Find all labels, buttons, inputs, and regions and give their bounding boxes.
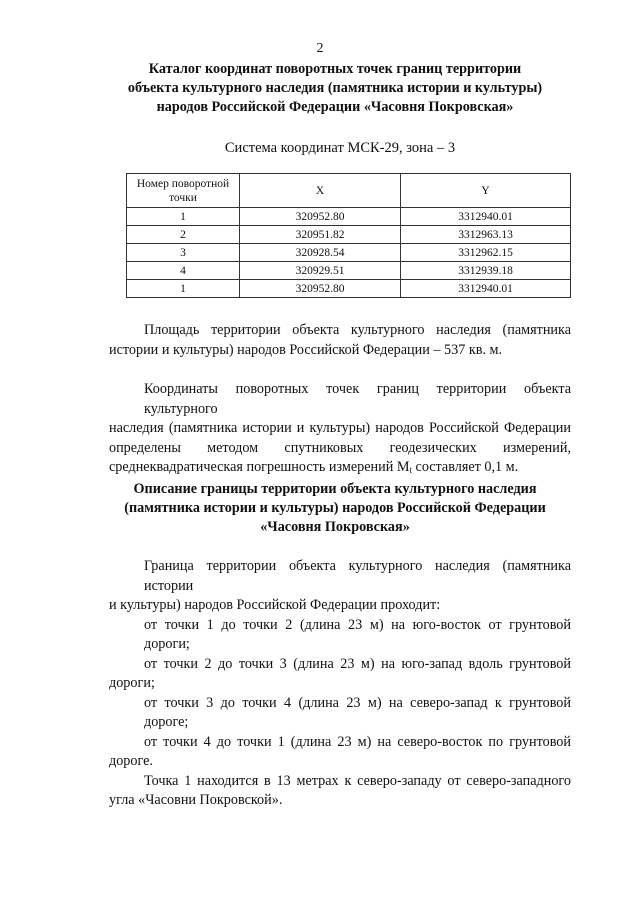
catalog-title (100, 60, 570, 117)
paragraph-line: Граница территории объекта культурного наследия (памятника истории (144, 558, 571, 594)
cell-y: 3312939.18 (401, 262, 571, 280)
paragraph-line: Площадь территории объекта культурного наследия (памятника (144, 322, 571, 338)
catalog-title-line: народов Российской Федерации «Часовня Покровская» (156, 99, 514, 115)
description-title-line: (памятника истории и культуры) народов Российской Федерации (124, 500, 546, 516)
header-x: X (240, 174, 401, 208)
paragraph-line: от точки 3 до точки 4 (длина 23 м) на северо-запад к грунтовой дороге; (144, 694, 571, 730)
table-row (127, 262, 571, 280)
cell-point: 4 (127, 262, 240, 280)
table-row (127, 226, 571, 244)
paragraph-line: Координаты поворотных точек границ территории объекта культурного (144, 381, 571, 417)
table-row (127, 280, 571, 298)
paragraph-line: дороги; (109, 675, 155, 691)
cell-x: 320952.80 (240, 280, 401, 298)
paragraph-line: дороге. (109, 753, 153, 769)
accuracy-paragraph (109, 380, 571, 481)
table-row (127, 208, 571, 226)
accuracy-subscript: t (409, 465, 412, 475)
boundary-description (109, 557, 571, 811)
accuracy-text-end: составляет 0,1 м. (411, 459, 519, 475)
cell-y: 3312940.01 (401, 208, 571, 226)
table-row (127, 244, 571, 262)
cell-x: 320952.80 (240, 208, 401, 226)
description-title-line: Описание границы территории объекта культурного наследия (133, 481, 537, 497)
cell-y: 3312963.13 (401, 226, 571, 244)
cell-point: 2 (127, 226, 240, 244)
paragraph-line (109, 458, 571, 481)
cell-point: 1 (127, 280, 240, 298)
header-point-number: Номер поворотной точки (127, 174, 240, 208)
cell-x: 320929.51 (240, 262, 401, 280)
cell-x: 320928.54 (240, 244, 401, 262)
coordinate-system-label: Система координат МСК-29, зона – 3 (224, 140, 456, 156)
accuracy-text: среднеквадратическая погрешность измерений M (109, 459, 410, 475)
paragraph-line: от точки 4 до точки 1 (длина 23 м) на северо-восток по грунтовой (144, 733, 571, 750)
description-title-line: «Часовня Покровская» (260, 519, 410, 535)
cell-x: 320951.82 (240, 226, 401, 244)
paragraph-line: Точка 1 находится в 13 метрах к северо-западу от северо-западного (144, 772, 571, 789)
paragraph-line: истории и культуры) народов Российской Федерации – 537 кв. м. (109, 341, 503, 358)
area-paragraph (109, 321, 571, 360)
paragraph-line: от точки 2 до точки 3 (длина 23 м) на юго-запад вдоль грунтовой (144, 655, 571, 672)
paragraph-line: и культуры) народов Российской Федерации проходит: (109, 597, 441, 613)
header-y: Y (401, 174, 571, 208)
paragraph-line: от точки 1 до точки 2 (длина 23 м) на юго-восток от грунтовой дороги; (144, 616, 571, 652)
paragraph-line: угла «Часовни Покровской». (109, 792, 283, 808)
cell-y: 3312940.01 (401, 280, 571, 298)
cell-y: 3312962.15 (401, 244, 571, 262)
cell-point: 1 (127, 208, 240, 226)
paragraph-line: определены методом спутниковых геодезических измерений, (109, 439, 571, 456)
table-header-row (127, 174, 571, 208)
catalog-title-line: Каталог координат поворотных точек границ территории (148, 61, 522, 77)
coordinates-table (126, 173, 571, 298)
page-number: 2 (316, 41, 324, 56)
catalog-title-line: объекта культурного наследия (памятника истории и культуры) (127, 80, 543, 96)
description-title (90, 480, 580, 537)
paragraph-line: наследия (памятника истории и культуры) народов Российской Федерации (109, 420, 571, 436)
cell-point: 3 (127, 244, 240, 262)
